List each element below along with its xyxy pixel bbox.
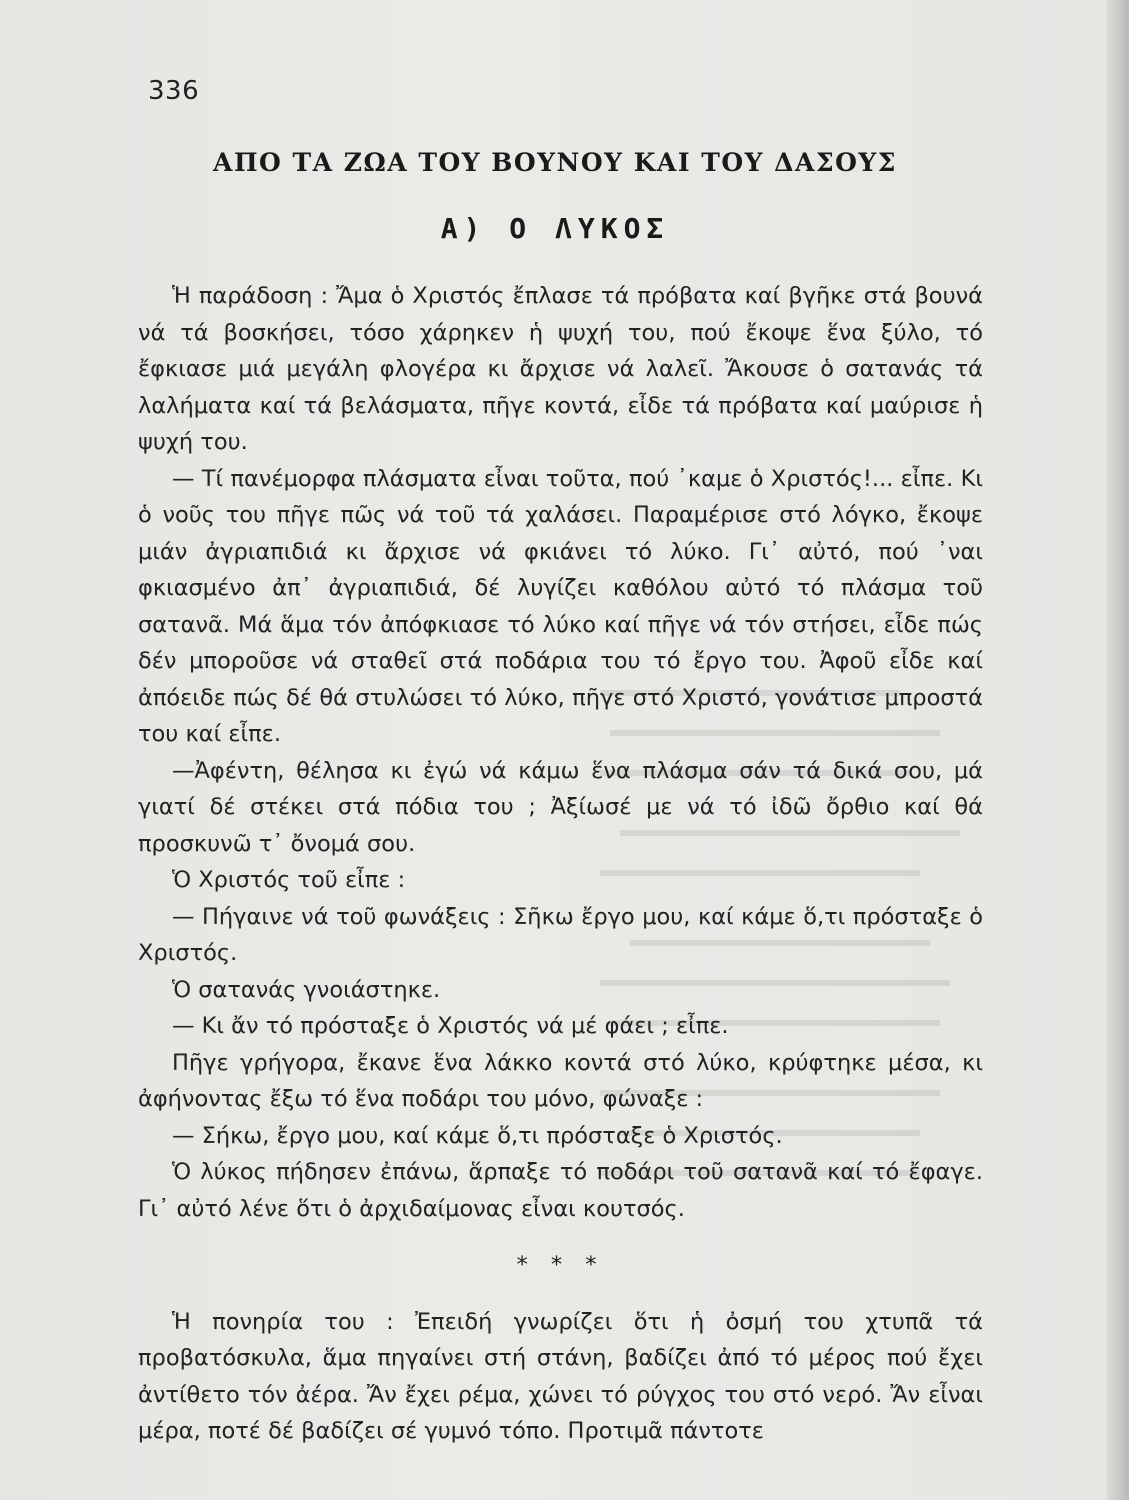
page-number: 336 bbox=[148, 76, 200, 106]
chapter-title: ΑΠΟ ΤΑ ΖΩΑ ΤΟΥ ΒΟΥΝΟΥ ΚΑΙ ΤΟΥ ΔΑΣΟΥΣ bbox=[213, 148, 897, 177]
section-title: Α) Ο ΛΥΚΟΣ bbox=[440, 212, 670, 245]
paragraph: Ὁ σατανάς γνοιάστηκε. bbox=[172, 976, 441, 1003]
paragraph: Ὁ Χριστός τοῦ εἶπε : bbox=[172, 867, 406, 893]
paragraph: — Τί πανέμορφα πλάσματα εἶναι τοῦτα, πού ᾿καμε ὁ Χριστός!... εἶπε. Κι ὁ νοῦς του πῆγε πῶς νά τοῦ τά χαλάσει. Παραμέρισε στό λόγκο, ἔκοψε μιάν ἀγριαπιδιά κι ἄρχισε νά φκιάνει τό λύκο. Γι᾿ αὐτό, πού ᾿ναι φκιασμένο ἀπ᾿ ἀγριαπιδιά, δέ λυγίζει καθόλου αὐτό τό πλάσμα τοῦ σατανᾶ. Μά ἅμα τόν ἀπόφκιασε τό λύκο καί πῆγε νά τόν στήσει, εἶδε πώς δέν μποροῦσε νά σταθεῖ στά ποδάρια του τό ἔργο του. Ἀφοῦ εἶδε καί ἀπόειδε πώς δέ θά στυλώσει τό λύκο, πῆγε στό Χριστό, γονάτισε μπροστά του καί εἶπε. bbox=[138, 465, 983, 747]
body-text bbox=[138, 278, 983, 1450]
page-edge-shadow bbox=[1107, 0, 1129, 1500]
section-separator: * * * bbox=[516, 1252, 605, 1278]
paragraph: — Πήγαινε νά τοῦ φωνάξεις : Σῆκω ἔργο μου, καί κάμε ὅ,τι πρόσταξε ὁ Χριστός. bbox=[138, 903, 983, 966]
paragraph: — Σήκω, ἔργο μου, καί κάμε ὅ,τι πρόσταξε ὁ Χριστός. bbox=[172, 1122, 783, 1149]
paragraph: Ὁ λύκος πήδησεν ἐπάνω, ἅρπαξε τό ποδάρι τοῦ σατανᾶ καί τό ἔφαγε. Γι᾿ αὐτό λένε ὅτι ὁ ἀρχιδαίμονας εἶναι κουτσός. bbox=[138, 1159, 983, 1222]
paragraph: —Ἀφέντη, θέλησα κι ἐγώ νά κάμω ἕνα πλάσμα σάν τά δικά σου, μά γιατί δέ στέκει στά πόδια του ; Ἀξίωσέ με νά τό ἰδῶ ὄρθιο καί θά προσκυνῶ τ᾿ ὄνομά σου. bbox=[138, 757, 983, 857]
paragraph: Ἡ παράδοση : Ἄμα ὁ Χριστός ἔπλασε τά πρόβατα καί βγῆκε στά βουνά νά τά βοσκήσει, τόσο χάρηκεν ἡ ψυχή του, πού ἔκοψε ἕνα ξύλο, τό ἔφκιασε μιά μεγάλη φλογέρα κι ἄρχισε νά λαλεῖ. Ἄκουσε ὁ σατανάς τά λαλήματα καί τά βελάσματα, πῆγε κοντά, εἶδε τά πρόβατα καί μαύρισε ἡ ψυχή του. bbox=[138, 283, 983, 455]
paragraph: Ἡ πονηρία του : Ἐπειδή γνωρίζει ὅτι ἡ ὀσμή του χτυπᾶ τά προβατόσκυλα, ἅμα πηγαίνει στή στάνη, βαδίζει ἀπό τό μέρος πού ἔχει ἀντίθετο τόν ἀέρα. Ἄν ἔχει ρέμα, χώνει τό ρύγχος του στό νερό. Ἄν εἶναι μέρα, ποτέ δέ βαδίζει σέ γυμνό τόπο. Προτιμᾶ πάντοτε bbox=[138, 1308, 983, 1444]
paragraph: — Κι ἄν τό πρόσταξε ὁ Χριστός νά μέ φάει ; εἶπε. bbox=[172, 1013, 729, 1039]
paragraph: Πῆγε γρήγορα, ἔκανε ἕνα λάκκο κοντά στό λύκο, κρύφτηκε μέσα, κι ἀφήνοντας ἔξω τό ἕνα ποδάρι του μόνο, φώναξε : bbox=[138, 1049, 983, 1112]
